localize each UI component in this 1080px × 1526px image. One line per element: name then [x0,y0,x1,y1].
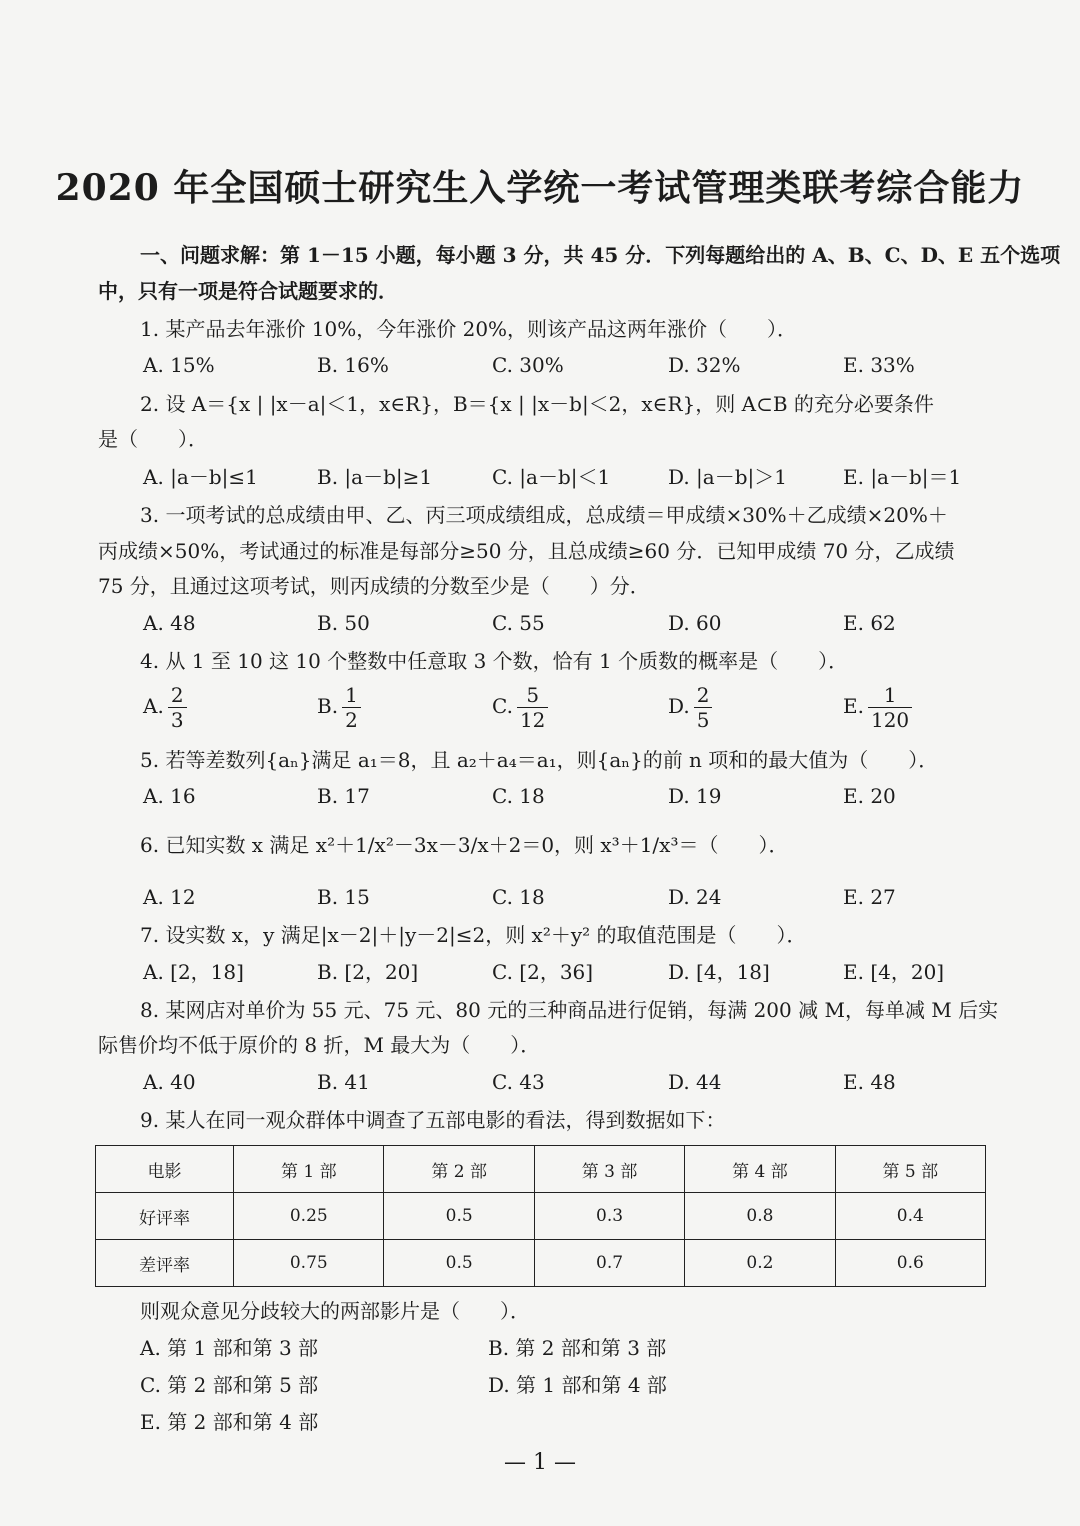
question-4-option-e-letter: E. [843,694,864,718]
table-cell: 0.2 [685,1240,835,1287]
exam-title: 2020 年全国硕士研究生入学统一考试管理类联考综合能力 [55,167,1025,209]
question-8-option-c: C. 43 [492,1070,545,1094]
question-4-text: 4. 从 1 至 10 这 10 个整数中任意取 3 个数，恰有 1 个质数的概率是（ ）． [140,649,849,673]
table-cell: 0.7 [534,1240,684,1287]
table-header-cell: 第 2 部 [384,1146,534,1193]
table-cell: 0.5 [384,1193,534,1240]
question-4-option-a [143,683,187,732]
question-1-option-a: A. 15% [143,353,215,377]
question-6-text: 6. 已知实数 x 满足 x²＋1/x²－3x－3/x＋2＝0，则 x³＋1/x³＝（ ）． [140,833,789,857]
question-9-option-e: E. 第 2 部和第 4 部 [140,1410,319,1434]
question-3-option-a: A. 48 [143,611,196,635]
table-header-cell: 第 4 部 [685,1146,835,1193]
question-4-option-b [317,683,361,732]
table-cell: 0.25 [234,1193,384,1240]
question-5-options [0,781,1080,811]
question-4-option-d [668,683,712,732]
question-2-option-d: D. |a－b|＞1 [668,465,787,489]
page-number: — 1 — [504,1450,576,1475]
question-4-option-c-letter: C. [492,694,513,718]
question-5-option-c: C. 18 [492,784,545,808]
question-4-option-a-letter: A. [143,694,164,718]
question-8-option-d: D. 44 [668,1070,722,1094]
table-cell: 差评率 [96,1240,234,1287]
table-header-cell: 第 5 部 [835,1146,985,1193]
section-intro-line-1: 一、问题求解：第 1－15 小题，每小题 3 分，共 45 分．下列每题给出的 A、B、C、D、E 五个选项 [140,243,1061,267]
question-6-option-e: E. 27 [843,885,896,909]
fraction-denominator: 5 [696,708,710,732]
fraction-denominator: 2 [345,708,358,732]
question-6-option-c: C. 18 [492,885,545,909]
question-3-option-e: E. 62 [843,611,896,635]
question-7-text: 7. 设实数 x，y 满足|x－2|＋|y－2|≤2，则 x²＋y² 的取值范围是（ ）． [140,923,807,947]
question-7-option-d: D. [4，18] [668,960,770,984]
table-cell: 0.5 [384,1240,534,1287]
question-2-option-e: E. |a－b|＝1 [843,465,962,489]
question-1-option-e: E. 33% [843,353,915,377]
question-6-option-a: A. 12 [143,885,196,909]
fraction-numerator: 5 [517,683,548,708]
question-4-option-c-fraction [517,683,548,732]
question-7-option-b: B. [2，20] [317,960,419,984]
question-8-option-a: A. 40 [143,1070,196,1094]
table-header-row [96,1146,986,1193]
question-5-option-a: A. 16 [143,784,196,808]
question-1-options [0,350,1080,380]
question-7-option-a: A. [2，18] [143,960,244,984]
question-3-text-line-3: 75 分，且通过这项考试，则丙成绩的分数至少是（ ）分． [98,574,650,598]
fraction-denominator: 12 [519,708,546,732]
survey-data-table [95,1145,986,1287]
question-6-option-b: B. 15 [317,885,370,909]
question-2-text-line-1: 2. 设 A＝{x | |x－a|＜1，x∈R}，B＝{x | |x－b|＜2，x∈R}，则 A⊂B 的充分必要条件 [140,392,934,416]
question-4-option-b-fraction [342,683,361,732]
question-4-option-c [492,683,548,732]
question-7-option-e: E. [4，20] [843,960,945,984]
question-9-text: 9. 某人在同一观众群体中调查了五部电影的看法，得到数据如下： [140,1108,726,1132]
question-1-option-d: D. 32% [668,353,741,377]
table-header-cell: 电影 [96,1146,234,1193]
question-3-option-b: B. 50 [317,611,370,635]
question-6-options [0,882,1080,912]
table-cell: 0.75 [234,1240,384,1287]
question-4-options [0,683,1080,733]
question-4-option-d-fraction [694,683,713,732]
fraction-numerator: 1 [868,683,912,708]
question-8-options [0,1067,1080,1097]
fraction-numerator: 2 [168,683,187,708]
table-cell: 0.8 [685,1193,835,1240]
question-3-option-c: C. 55 [492,611,545,635]
question-4-option-d-letter: D. [668,694,690,718]
question-7-options [0,957,1080,987]
fraction-denominator: 120 [870,708,910,732]
question-5-option-d: D. 19 [668,784,722,808]
question-8-text-line-1: 8. 某网店对单价为 55 元、75 元、80 元的三种商品进行促销，每满 200 减 M，每单减 M 后实 [140,998,999,1022]
fraction-numerator: 2 [694,683,713,708]
question-9-option-d: D. 第 1 部和第 4 部 [488,1373,667,1397]
table-cell: 0.6 [835,1240,985,1287]
question-6-option-d: D. 24 [668,885,722,909]
question-4-option-e-fraction [868,683,912,732]
question-3-text-line-2: 丙成绩×50%，考试通过的标准是每部分≥50 分，且总成绩≥60 分．已知甲成绩 70 分，乙成绩 [98,539,955,563]
table-header-cell: 第 1 部 [234,1146,384,1193]
question-4-option-b-letter: B. [317,694,339,718]
table-header-cell: 第 3 部 [534,1146,684,1193]
question-1-option-c: C. 30% [492,353,564,377]
question-3-options [0,608,1080,638]
table-cell: 0.4 [835,1193,985,1240]
question-9-option-c: C. 第 2 部和第 5 部 [140,1373,319,1397]
table-row [96,1193,986,1240]
table-cell: 0.3 [534,1193,684,1240]
question-8-text-line-2: 际售价均不低于原价的 8 折，M 最大为（ ）． [98,1033,541,1057]
section-intro-line-2: 中，只有一项是符合试题要求的． [98,279,398,303]
question-2-option-b: B. |a－b|≥1 [317,465,433,489]
question-5-text: 5. 若等差数列{aₙ}满足 a₁＝8，且 a₂＋a₄＝a₁，则{aₙ}的前 n 项和的最大值为（ ）． [140,748,939,772]
question-5-option-e: E. 20 [843,784,896,808]
question-3-option-d: D. 60 [668,611,722,635]
question-7-option-c: C. [2，36] [492,960,594,984]
question-4-option-a-fraction [168,683,187,732]
question-9-option-a: A. 第 1 部和第 3 部 [140,1336,319,1360]
question-1-text: 1. 某产品去年涨价 10%，今年涨价 20%，则该产品这两年涨价（ ）． [140,317,798,341]
table-row [96,1240,986,1287]
question-2-options [0,462,1080,492]
question-1-option-b: B. 16% [317,353,389,377]
question-8-option-e: E. 48 [843,1070,896,1094]
question-9-prompt: 则观众意见分歧较大的两部影片是（ ）． [140,1299,530,1323]
question-5-option-b: B. 17 [317,784,370,808]
question-3-text-line-1: 3. 一项考试的总成绩由甲、乙、丙三项成绩组成，总成绩＝甲成绩×30%＋乙成绩×20%＋ [140,503,948,527]
fraction-denominator: 3 [170,708,184,732]
question-2-text-line-2: 是（ ）． [98,427,208,451]
fraction-numerator: 1 [342,683,361,708]
question-8-option-b: B. 41 [317,1070,370,1094]
question-2-option-c: C. |a－b|＜1 [492,465,611,489]
question-4-option-e [843,683,912,732]
question-2-option-a: A. |a－b|≤1 [143,465,258,489]
question-9-option-b: B. 第 2 部和第 3 部 [488,1336,667,1360]
table-cell: 好评率 [96,1193,234,1240]
